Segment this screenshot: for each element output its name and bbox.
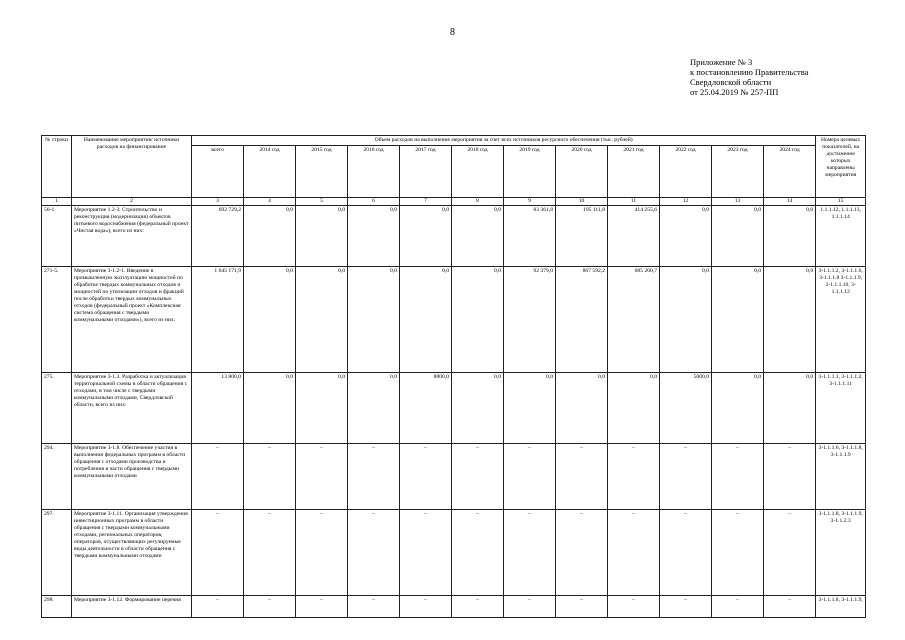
header-year: 2023 год xyxy=(712,146,764,198)
appendix-line-1: Приложение № 3 xyxy=(690,57,753,67)
value-cell: 0,0 xyxy=(244,206,296,267)
value-cell: 0,0 xyxy=(296,267,348,373)
header-year: 2020 год xyxy=(556,146,608,198)
value-cell: – xyxy=(660,510,712,596)
activity-name-cell: Мероприятие 3-1.12. Формирование перечня xyxy=(72,596,192,618)
header-year: 2024 год xyxy=(764,146,816,198)
value-cell: 5000,0 xyxy=(660,373,712,444)
column-number: 3 xyxy=(192,198,244,206)
header-year: 2022 год xyxy=(660,146,712,198)
value-cell: 0,0 xyxy=(452,206,504,267)
table-row xyxy=(42,373,866,444)
value-cell: 692 729,2 xyxy=(192,206,244,267)
value-cell: 0,0 xyxy=(712,206,764,267)
value-cell: – xyxy=(400,444,452,510)
column-number: 14 xyxy=(764,198,816,206)
column-number: 13 xyxy=(712,198,764,206)
value-cell: 0,0 xyxy=(712,267,764,373)
value-cell: – xyxy=(504,596,556,618)
header-row-no: № строки xyxy=(42,136,72,198)
value-cell: 0,0 xyxy=(348,206,400,267)
column-number: 12 xyxy=(660,198,712,206)
value-cell: – xyxy=(712,444,764,510)
column-number: 9 xyxy=(504,198,556,206)
value-cell: – xyxy=(400,596,452,618)
column-number: 2 xyxy=(72,198,192,206)
value-cell: 13 800,0 xyxy=(192,373,244,444)
row-number-cell: 271-5. xyxy=(42,267,72,373)
column-number: 4 xyxy=(244,198,296,206)
table-row xyxy=(42,267,866,373)
value-cell: – xyxy=(556,596,608,618)
value-cell: – xyxy=(608,596,660,618)
value-cell: – xyxy=(296,510,348,596)
value-cell: – xyxy=(348,444,400,510)
value-cell: – xyxy=(556,510,608,596)
value-cell: – xyxy=(192,596,244,618)
header-year: 2021 год xyxy=(608,146,660,198)
value-cell: 414 255,6 xyxy=(608,206,660,267)
target-indicators-cell: 3-1.1.1.2, 3-1.1.1.6, 3-1.1.1.8 3-1.1.1.9, 3-1.1.1.10, 3-1.1.1.12 xyxy=(816,267,866,373)
value-cell: 0,0 xyxy=(296,373,348,444)
table-row xyxy=(42,596,866,618)
row-number-cell: 298. xyxy=(42,596,72,618)
row-number-cell: 56-1. xyxy=(42,206,72,267)
column-number: 1 xyxy=(42,198,72,206)
value-cell: – xyxy=(452,596,504,618)
table-row xyxy=(42,510,866,596)
value-cell: – xyxy=(348,510,400,596)
value-cell: 0,0 xyxy=(504,373,556,444)
activity-name-cell: Мероприятие 1.2-3. Строительство и реконструкция (модернизация) объектов питьевого водоснабжения (федеральный проект «Чистая вода»), всего из них: xyxy=(72,206,192,267)
value-cell: 0,0 xyxy=(244,373,296,444)
value-cell: 0,0 xyxy=(660,206,712,267)
appendix-line-2: к постановлению Правительства xyxy=(690,67,809,77)
value-cell: – xyxy=(192,444,244,510)
value-cell: – xyxy=(400,510,452,596)
value-cell: – xyxy=(452,510,504,596)
header-targets: Номера целевых показателей, на достижение которых направлены мероприятия xyxy=(816,136,866,198)
row-number-cell: 294. xyxy=(42,444,72,510)
value-cell: 0,0 xyxy=(452,373,504,444)
activity-name-cell: Мероприятие 3-1.2-1. Введение в промышленную эксплуатацию мощностей по обработке твердых коммунальных отходов и мощностей по утилизации отходов и фракций после обработки твердых коммунальных отходов (федеральный проект «Комплексная система обращения с твердыми коммунальными отходами»), всего из них: xyxy=(72,267,192,373)
value-cell: 0,0 xyxy=(764,206,816,267)
row-number-cell: 275. xyxy=(42,373,72,444)
value-cell: 92 379,0 xyxy=(504,267,556,373)
value-cell: – xyxy=(660,596,712,618)
expenses-table xyxy=(41,135,866,618)
value-cell: – xyxy=(348,596,400,618)
table-row xyxy=(42,206,866,267)
target-indicators-cell: 3-1.1.1.6, 3-1.1.1.8, 3-1.1.1.9 xyxy=(816,444,866,510)
value-cell: – xyxy=(556,444,608,510)
value-cell: 0,0 xyxy=(764,267,816,373)
header-year: 2015 год xyxy=(296,146,348,198)
header-year: 2016 год xyxy=(348,146,400,198)
value-cell: – xyxy=(504,510,556,596)
value-cell: 0,0 xyxy=(348,373,400,444)
value-cell: – xyxy=(712,596,764,618)
value-cell: 0,0 xyxy=(712,373,764,444)
value-cell: – xyxy=(764,510,816,596)
value-cell: – xyxy=(296,444,348,510)
value-cell: – xyxy=(452,444,504,510)
column-number: 15 xyxy=(816,198,866,206)
value-cell: 1 645 171,9 xyxy=(192,267,244,373)
value-cell: 195 111,8 xyxy=(556,206,608,267)
target-indicators-cell: 3-1.1.1.8, 3-1.1.1.9, 3-1.1.2.3 xyxy=(816,510,866,596)
row-number-cell: 297. xyxy=(42,510,72,596)
activity-name-cell: Мероприятие 3-1.8. Обеспечение участия в выполнении федеральных программ в области обращения с отходами производства и потребления в части обращения с твердыми коммунальными отходами xyxy=(72,444,192,510)
header-name: Наименование мероприятия/ источники расходов на финансирование xyxy=(72,136,192,198)
value-cell: – xyxy=(244,510,296,596)
value-cell: 8800,0 xyxy=(400,373,452,444)
value-cell: 867 592,2 xyxy=(556,267,608,373)
value-cell: – xyxy=(244,596,296,618)
value-cell: 0,0 xyxy=(556,373,608,444)
value-cell: 0,0 xyxy=(296,206,348,267)
value-cell: 685 200,7 xyxy=(608,267,660,373)
value-cell: 0,0 xyxy=(452,267,504,373)
appendix-header xyxy=(690,57,808,97)
value-cell: – xyxy=(764,596,816,618)
value-cell: – xyxy=(296,596,348,618)
header-year: 2019 год xyxy=(504,146,556,198)
activity-name-cell: Мероприятие 3-1.3. Разработка и актуализация территориальной схемы в области обращения с отходами, в том числе с твердыми коммунальными отходами, Свердловской области, всего из них: xyxy=(72,373,192,444)
value-cell: – xyxy=(192,510,244,596)
header-volume: Объем расходов на выполнение мероприятия за счет всех источников ресурсного обеспечения (тыс. рублей) xyxy=(192,136,816,146)
value-cell: 0,0 xyxy=(400,206,452,267)
header-year: 2018 год xyxy=(452,146,504,198)
header-year: 2014 год xyxy=(244,146,296,198)
column-number: 7 xyxy=(400,198,452,206)
page-number: 8 xyxy=(450,27,455,38)
column-number: 5 xyxy=(296,198,348,206)
column-number: 8 xyxy=(452,198,504,206)
column-number: 11 xyxy=(608,198,660,206)
value-cell: – xyxy=(712,510,764,596)
value-cell: 0,0 xyxy=(348,267,400,373)
value-cell: – xyxy=(504,444,556,510)
value-cell: – xyxy=(660,444,712,510)
value-cell: – xyxy=(608,444,660,510)
value-cell: 0,0 xyxy=(400,267,452,373)
header-year: всего xyxy=(192,146,244,198)
activity-name-cell: Мероприятие 3-1.11. Организация утверждения инвестиционных программ в области обращения с твердыми коммунальными отходами, региональных операторов, операторов, осуществляющих регулируемые виды деятельности в области обращения с твердыми коммунальными отходами xyxy=(72,510,192,596)
value-cell: – xyxy=(244,444,296,510)
value-cell: – xyxy=(764,444,816,510)
value-cell: 0,0 xyxy=(244,267,296,373)
value-cell: 0,0 xyxy=(764,373,816,444)
target-indicators-cell: 3-1.1.1.1, 3-1.1.1.2, 3-1.1.1.11 xyxy=(816,373,866,444)
table-row xyxy=(42,444,866,510)
column-number: 6 xyxy=(348,198,400,206)
value-cell: 0,0 xyxy=(660,267,712,373)
target-indicators-cell: 3-1.1.1.8, 3-1.1.1.9, xyxy=(816,596,866,618)
header-year: 2017 год xyxy=(400,146,452,198)
value-cell: 83 361,8 xyxy=(504,206,556,267)
column-number: 10 xyxy=(556,198,608,206)
appendix-line-3: Свердловской области xyxy=(690,77,772,87)
value-cell: 0,0 xyxy=(608,373,660,444)
value-cell: – xyxy=(608,510,660,596)
target-indicators-cell: 1.1.1.12, 1.1.1.13, 1.1.1.14 xyxy=(816,206,866,267)
appendix-line-4: от 25.04.2019 № 257-ПП xyxy=(690,87,779,97)
